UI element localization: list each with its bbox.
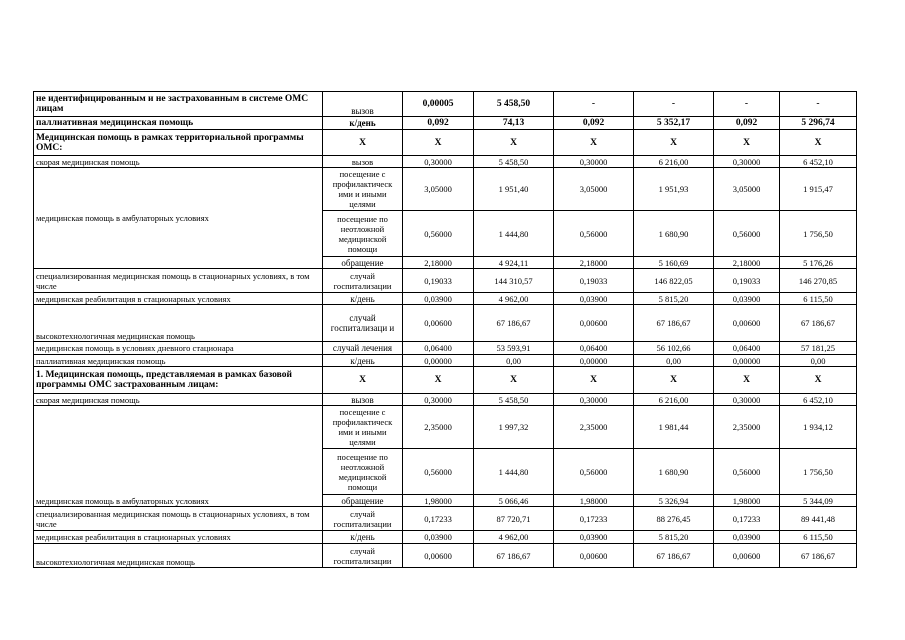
row-unit: посещение с профилактическ ими и иными целями [323, 406, 403, 449]
cell-value: 1 756,50 [780, 449, 857, 495]
cell-value: 5 296,74 [780, 117, 857, 130]
table-row [34, 544, 857, 568]
cell-value: 6 452,10 [780, 156, 857, 168]
cell-value: 5 815,20 [634, 293, 714, 305]
x-mark: Х [554, 367, 634, 394]
cell-value: 4 924,11 [474, 257, 554, 269]
cell-value: 6 216,00 [634, 394, 714, 406]
cell-value: 5 815,20 [634, 531, 714, 544]
cell-value: 146 822,05 [634, 269, 714, 293]
row-unit: к/день [323, 355, 403, 367]
cell-value: 0,30000 [714, 394, 780, 406]
cell-value: 5 326,94 [634, 495, 714, 507]
section-title: Медицинская помощь в рамках территориальной программы ОМС: [34, 130, 323, 156]
cell-value: 0,00000 [403, 355, 474, 367]
cell-value: 0,56000 [554, 449, 634, 495]
cell-value: 0,00600 [554, 544, 634, 568]
table-row [34, 305, 857, 342]
cell-value: 5 344,09 [780, 495, 857, 507]
row-name: скорая медицинская помощь [34, 156, 323, 168]
row-name: медицинская реабилитация в стационарных условиях [34, 531, 323, 544]
row-name: медицинская помощь в амбулаторных условиях [34, 406, 323, 507]
row-unit: к/день [323, 117, 403, 130]
row-name: специализированная медицинская помощь в стационарных условиях, в том числе [34, 269, 323, 293]
table-row [34, 342, 857, 355]
cell-value: 3,05000 [554, 168, 634, 211]
cell-value: - [780, 92, 857, 117]
cell-value: 0,092 [554, 117, 634, 130]
cell-value: 2,35000 [403, 406, 474, 449]
row-name: медицинская реабилитация в стационарных условиях [34, 293, 323, 305]
cell-value: 3,05000 [714, 168, 780, 211]
row-unit: случай госпитализации [323, 269, 403, 293]
cell-value: 0,56000 [554, 211, 634, 257]
table-row [34, 269, 857, 293]
cell-value: 1 951,93 [634, 168, 714, 211]
cell-value: 1 756,50 [780, 211, 857, 257]
cell-value: 67 186,67 [474, 544, 554, 568]
cell-value: 0,092 [403, 117, 474, 130]
table-row [34, 406, 857, 449]
row-name: специализированная медицинская помощь в стационарных условиях, в том числе [34, 507, 323, 531]
cell-value: 0,06400 [554, 342, 634, 355]
cell-value: 0,00000 [714, 355, 780, 367]
x-mark: Х [474, 130, 554, 156]
cell-value: 0,00600 [714, 305, 780, 342]
cell-value: 1,98000 [714, 495, 780, 507]
cell-value: 1 680,90 [634, 211, 714, 257]
cell-value: 0,30000 [714, 156, 780, 168]
cell-value: 0,17233 [554, 507, 634, 531]
row-unit: вызов [323, 394, 403, 406]
cell-value: 2,18000 [714, 257, 780, 269]
cell-value: - [714, 92, 780, 117]
cell-value: 0,03900 [554, 293, 634, 305]
cell-value: 67 186,67 [474, 305, 554, 342]
table-row [34, 507, 857, 531]
row-name: медицинская помощь в условиях дневного стационара [34, 342, 323, 355]
cell-value: 88 276,45 [634, 507, 714, 531]
cell-value: - [634, 92, 714, 117]
row-name: высокотехнологичная медицинская помощь [34, 544, 323, 568]
section-header-row [34, 130, 857, 156]
table-row [34, 156, 857, 168]
cell-value: 0,17233 [403, 507, 474, 531]
row-unit: посещение с профилактическ ими и иными целями [323, 168, 403, 211]
cell-value: 1 915,47 [780, 168, 857, 211]
table-row [34, 293, 857, 305]
row-unit: случай госпитализации [323, 544, 403, 568]
cell-value: 57 181,25 [780, 342, 857, 355]
cell-value: 0,56000 [714, 211, 780, 257]
cell-value: 0,092 [714, 117, 780, 130]
row-unit: случай госпитализации [323, 507, 403, 531]
cell-value: 144 310,57 [474, 269, 554, 293]
cell-value: 5 458,50 [474, 394, 554, 406]
row-unit: случай госпитализаци и [323, 305, 403, 342]
table-row [34, 92, 857, 117]
cell-value: 0,00600 [403, 305, 474, 342]
cell-value: 2,18000 [554, 257, 634, 269]
cell-value: 0,30000 [403, 394, 474, 406]
row-unit: обращение [323, 257, 403, 269]
cell-value: 1,98000 [554, 495, 634, 507]
tariff-table [33, 91, 857, 568]
row-name: высокотехнологичная медицинская помощь [34, 305, 323, 342]
cell-value: 5 160,69 [634, 257, 714, 269]
cell-value: 0,00 [780, 355, 857, 367]
cell-value: 5 066,46 [474, 495, 554, 507]
row-name: не идентифицированным и не застрахованным в системе ОМС лицам [34, 92, 323, 117]
cell-value: 0,56000 [403, 211, 474, 257]
table-row [34, 394, 857, 406]
cell-value: 1,98000 [403, 495, 474, 507]
x-mark: Х [634, 367, 714, 394]
section-title: 1. Медицинская помощь, представляемая в рамках базовой программы ОМС застрахованным лицам: [34, 367, 323, 394]
cell-value: 0,56000 [403, 449, 474, 495]
cell-value: 5 176,26 [780, 257, 857, 269]
cell-value: 0,06400 [403, 342, 474, 355]
x-mark: Х [323, 130, 403, 156]
section-header-row [34, 367, 857, 394]
cell-value: 3,05000 [403, 168, 474, 211]
row-unit: обращение [323, 495, 403, 507]
cell-value: 0,00 [474, 355, 554, 367]
table-row [34, 117, 857, 130]
row-unit: случай лечения [323, 342, 403, 355]
cell-value: 1 444,80 [474, 449, 554, 495]
cell-value: 0,30000 [554, 156, 634, 168]
cell-value: 0,19033 [554, 269, 634, 293]
cell-value: 67 186,67 [780, 305, 857, 342]
cell-value: 0,03900 [403, 293, 474, 305]
cell-value: 0,00000 [554, 355, 634, 367]
cell-value: 5 458,50 [474, 92, 554, 117]
row-name: паллиативная медицинская помощь [34, 355, 323, 367]
cell-value: 0,17233 [714, 507, 780, 531]
x-mark: Х [714, 130, 780, 156]
cell-value: 146 270,85 [780, 269, 857, 293]
cell-value: 0,06400 [714, 342, 780, 355]
cell-value: 0,19033 [714, 269, 780, 293]
cell-value: 2,35000 [554, 406, 634, 449]
cell-value: 67 186,67 [780, 544, 857, 568]
x-mark: Х [554, 130, 634, 156]
cell-value: 1 934,12 [780, 406, 857, 449]
cell-value: 0,19033 [403, 269, 474, 293]
cell-value: 0,03900 [714, 531, 780, 544]
table-row [34, 531, 857, 544]
cell-value: 89 441,48 [780, 507, 857, 531]
cell-value: 0,03900 [554, 531, 634, 544]
x-mark: Х [403, 367, 474, 394]
cell-value: 0,56000 [714, 449, 780, 495]
x-mark: Х [714, 367, 780, 394]
row-unit: вызов [323, 92, 403, 117]
x-mark: Х [634, 130, 714, 156]
cell-value: 1 951,40 [474, 168, 554, 211]
cell-value: 2,18000 [403, 257, 474, 269]
cell-value: 0,00600 [554, 305, 634, 342]
x-mark: Х [780, 130, 857, 156]
cell-value: 4 962,00 [474, 293, 554, 305]
cell-value: 4 962,00 [474, 531, 554, 544]
cell-value: 0,00600 [403, 544, 474, 568]
row-unit: вызов [323, 156, 403, 168]
cell-value: 6 115,50 [780, 531, 857, 544]
cell-value: 67 186,67 [634, 544, 714, 568]
cell-value: 74,13 [474, 117, 554, 130]
cell-value: 0,00600 [714, 544, 780, 568]
cell-value: 6 452,10 [780, 394, 857, 406]
cell-value: 1 680,90 [634, 449, 714, 495]
cell-value: 0,03900 [403, 531, 474, 544]
row-unit: посещение по неотложной медицинской помощи [323, 211, 403, 257]
x-mark: Х [780, 367, 857, 394]
cell-value: 1 444,80 [474, 211, 554, 257]
x-mark: Х [403, 130, 474, 156]
cell-value: 1 997,32 [474, 406, 554, 449]
cell-value: - [554, 92, 634, 117]
cell-value: 5 352,17 [634, 117, 714, 130]
cell-value: 5 458,50 [474, 156, 554, 168]
cell-value: 87 720,71 [474, 507, 554, 531]
row-unit: к/день [323, 293, 403, 305]
cell-value: 1 981,44 [634, 406, 714, 449]
table-row [34, 355, 857, 367]
row-name: медицинская помощь в амбулаторных условиях [34, 168, 323, 269]
row-name: скорая медицинская помощь [34, 394, 323, 406]
cell-value: 56 102,66 [634, 342, 714, 355]
cell-value: 0,30000 [554, 394, 634, 406]
table-row [34, 168, 857, 211]
row-name: паллиативная медицинская помощь [34, 117, 323, 130]
x-mark: Х [323, 367, 403, 394]
cell-value: 0,00 [634, 355, 714, 367]
cell-value: 53 593,91 [474, 342, 554, 355]
row-unit: к/день [323, 531, 403, 544]
cell-value: 0,30000 [403, 156, 474, 168]
cell-value: 6 115,50 [780, 293, 857, 305]
cell-value: 0,03900 [714, 293, 780, 305]
row-unit: посещение по неотложной медицинской помощи [323, 449, 403, 495]
cell-value: 6 216,00 [634, 156, 714, 168]
cell-value: 67 186,67 [634, 305, 714, 342]
cell-value: 2,35000 [714, 406, 780, 449]
x-mark: Х [474, 367, 554, 394]
cell-value: 0,00005 [403, 92, 474, 117]
